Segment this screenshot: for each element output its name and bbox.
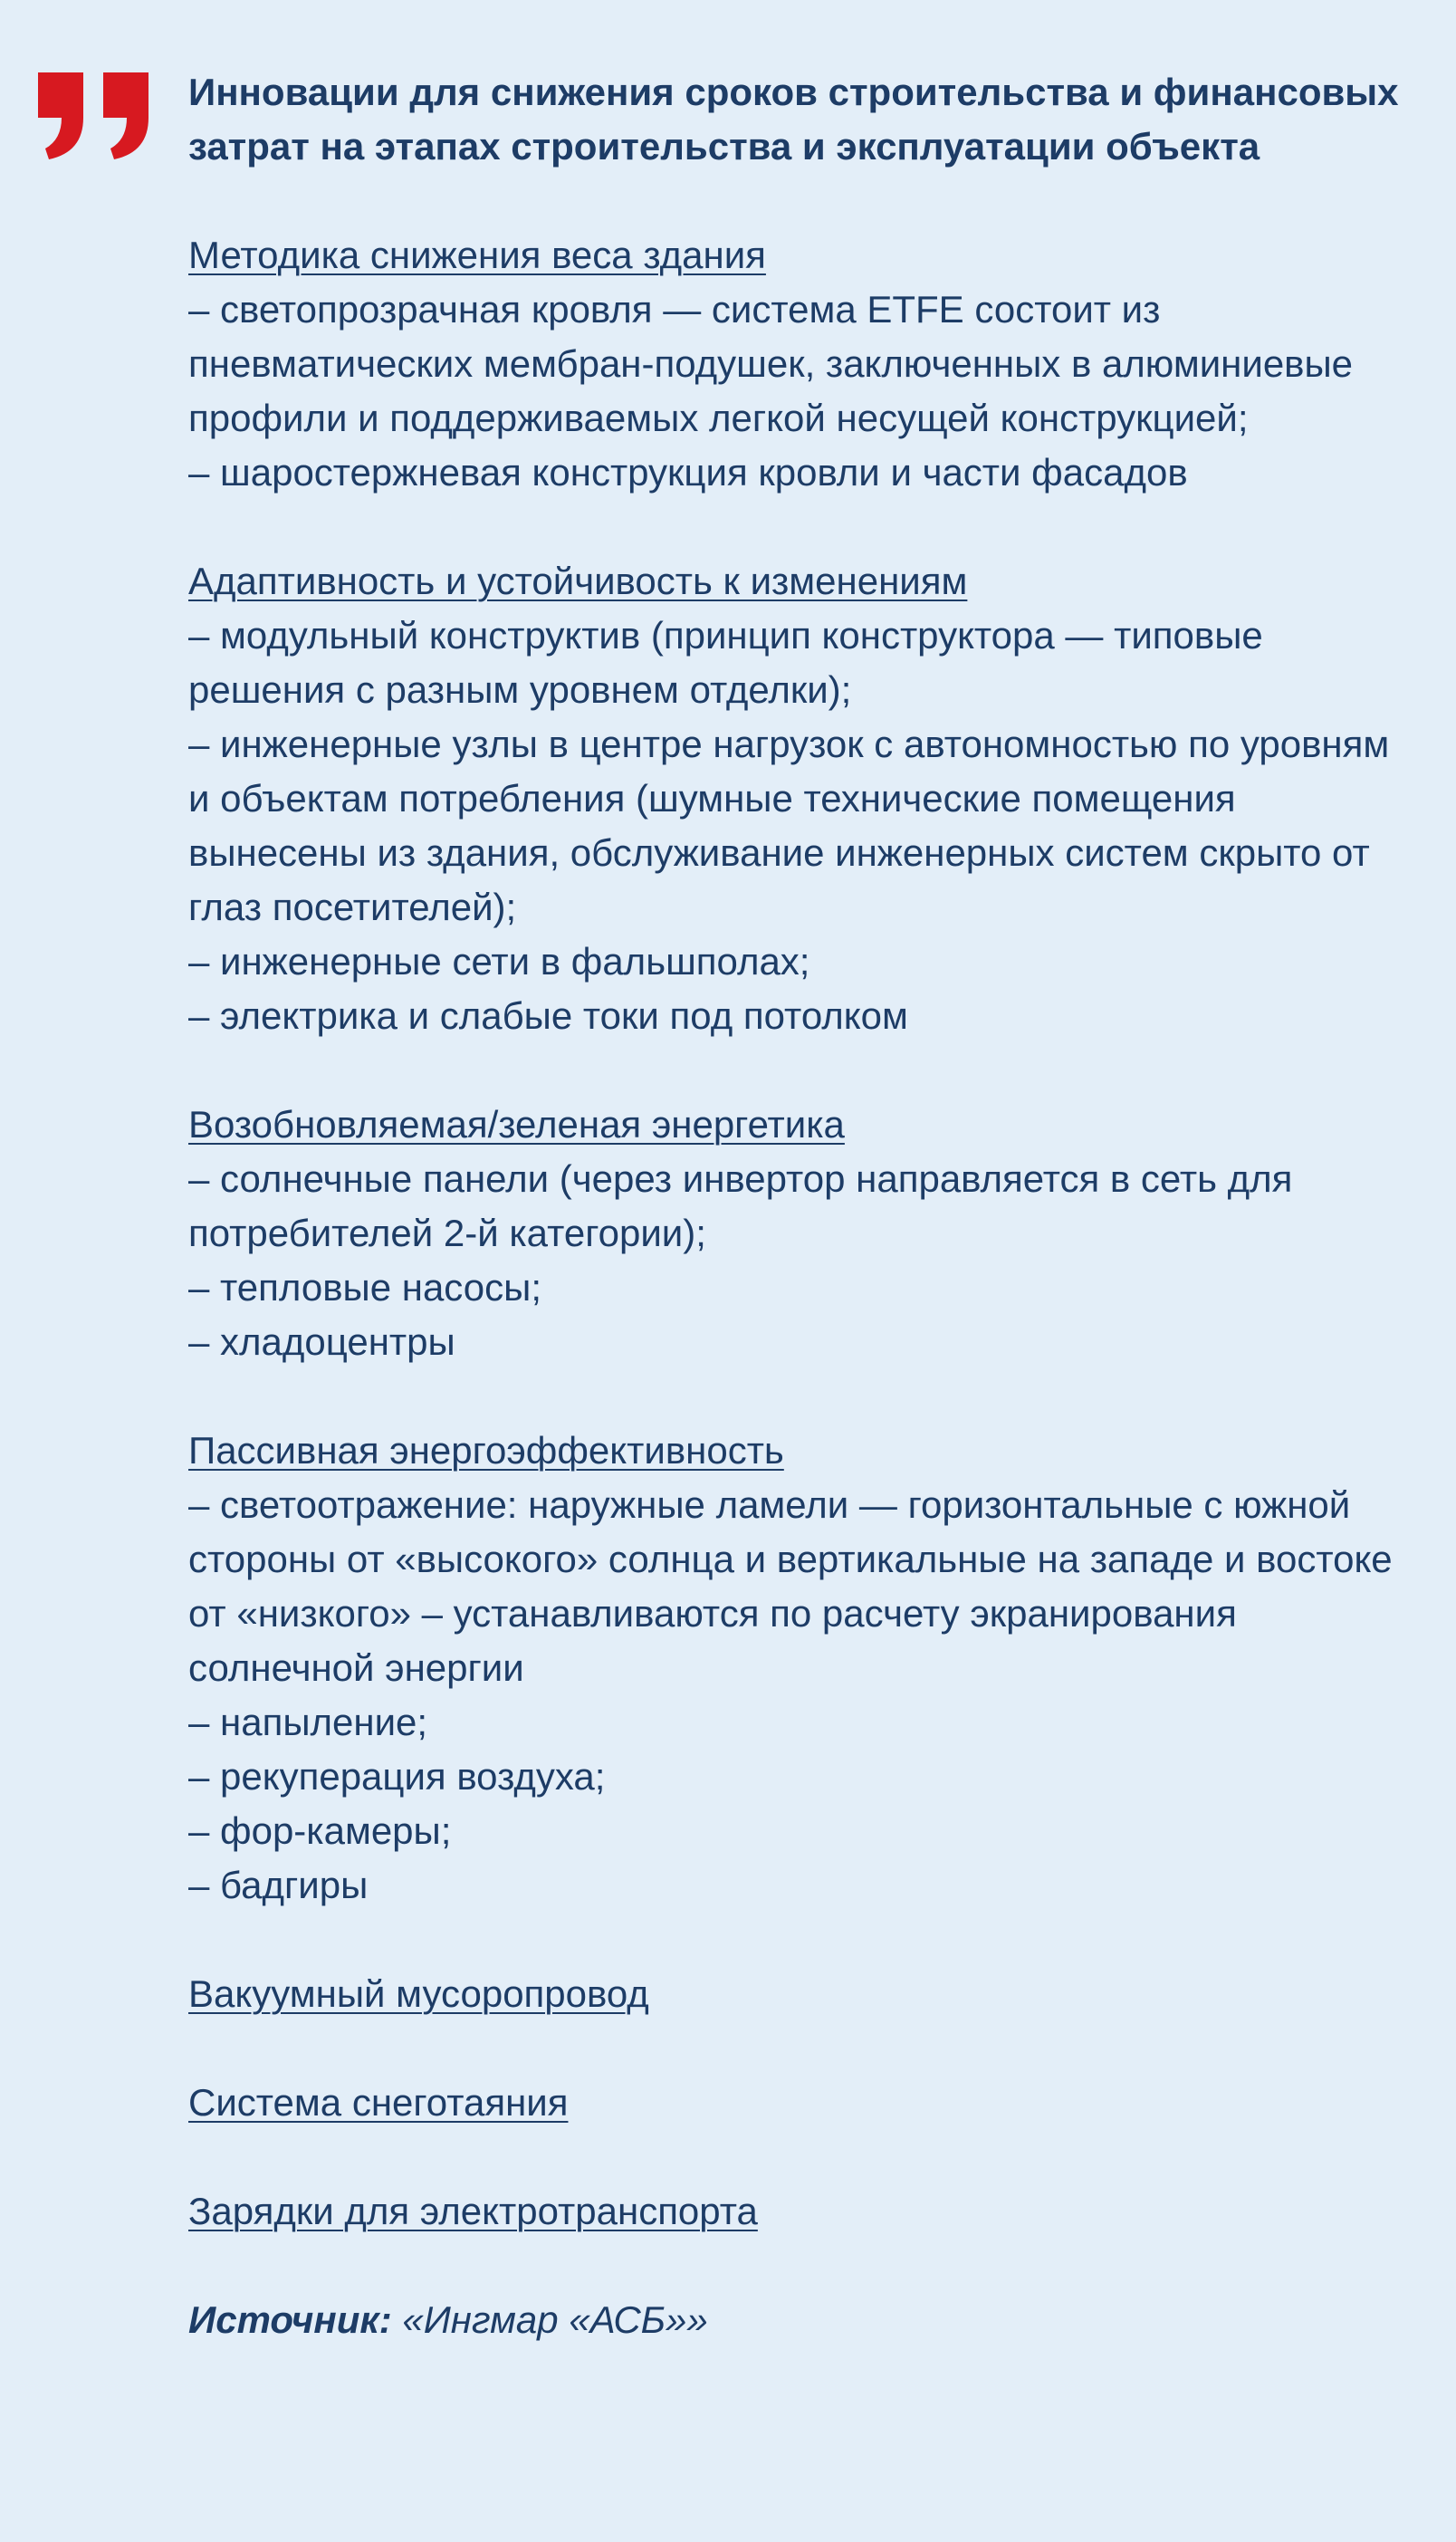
section-title: Вакуумный мусоропровод [188, 1972, 649, 2015]
list-item: – шаростержневая конструкция кровли и части фасадов [188, 451, 1188, 494]
source-value: «Ингмар «АСБ»» [391, 2298, 708, 2341]
source-label: Источник: [188, 2298, 392, 2341]
list-item: – хладоцентры [188, 1320, 455, 1363]
section-passive-efficiency [188, 1424, 1420, 1913]
section-snow-melting [188, 2076, 1420, 2130]
section-title: Адаптивность и устойчивость к изменениям [188, 560, 968, 602]
list-item: – солнечные панели (через инвертор направляется в сеть для потребителей 2-й категории); [188, 1157, 1293, 1254]
section-vacuum-chute [188, 1967, 1420, 2021]
list-item: – фор-камеры; [188, 1809, 452, 1852]
section-title: Методика снижения веса здания [188, 234, 766, 276]
section-title: Система снеготаяния [188, 2081, 569, 2124]
list-item: – напыление; [188, 1701, 428, 1743]
section-green-energy [188, 1098, 1420, 1369]
section-title: Возобновляемая/зеленая энергетика [188, 1103, 845, 1146]
list-item: – рекуперация воздуха; [188, 1755, 606, 1798]
source-line [188, 2293, 1420, 2347]
section-title: Пассивная энергоэффективность [188, 1429, 784, 1472]
section-weight-reduction [188, 228, 1420, 500]
list-item: – тепловые насосы; [188, 1266, 541, 1309]
list-item: – светоотражение: наружные ламели — горизонтальные с южной стороны от «высокого» солнца и вертикальные на западе и востоке от «низкого» – устанавливаются по расчету экранирования солнечной энергии [188, 1483, 1393, 1689]
list-item: – светопрозрачная кровля — система ETFE состоит из пневматических мембран-подушек, заключенных в алюминиевые профили и поддерживаемых легкой несущей конструкцией; [188, 288, 1354, 439]
list-item: – бадгиры [188, 1864, 369, 1906]
section-ev-charging [188, 2184, 1420, 2239]
closing-quote-icon [36, 71, 154, 161]
list-item: – электрика и слабые токи под потолком [188, 994, 908, 1037]
section-adaptivity [188, 554, 1420, 1043]
article-body [188, 65, 1420, 2347]
list-item: – инженерные узлы в центре нагрузок с автономностью по уровням и объектам потребления (шумные технические помещения вынесены из здания, обслуживание инженерных систем скрыто от глаз посетителей); [188, 723, 1390, 928]
article-heading: Инновации для снижения сроков строительства и финансовых затрат на этапах строительства и эксплуатации объекта [188, 71, 1399, 168]
list-item: – модульный конструктив (принцип конструктора — типовые решения с разным уровнем отделки); [188, 614, 1263, 711]
section-title: Зарядки для электротранспорта [188, 2190, 758, 2232]
list-item: – инженерные сети в фальшполах; [188, 940, 810, 983]
